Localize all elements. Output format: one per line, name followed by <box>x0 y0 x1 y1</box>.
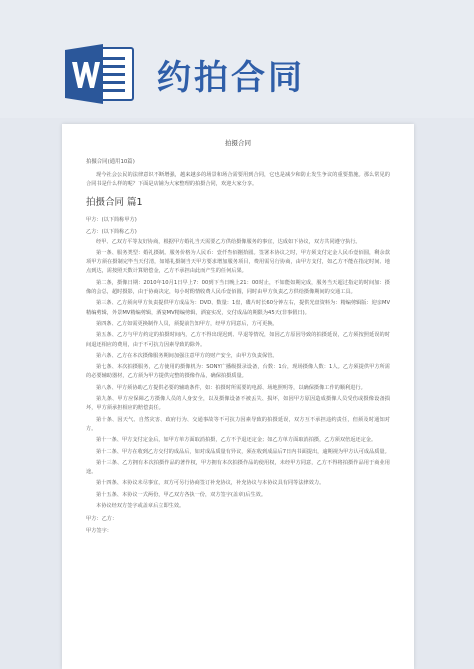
clause-paragraph: 第八条、甲方须协助乙方提供必要的辅助条件，如：拍摄时所需要的电源、场地照明等，以确保摄像工作的顺利进行。 <box>96 384 366 391</box>
signature-line: 甲方：乙方： <box>86 516 118 523</box>
clause-paragraph: 第十条、因天气、自然灾害、政府行为、交通事故等不可抗力因素导致的拍摄延误，双方互不承担违约责任，但须及时通知对方。 <box>86 416 390 432</box>
clause-paragraph: 第十三条、乙方拥有本次拍摄作品的著作权，甲方拥有本次拍摄作品的使用权，未经甲方同意，乙方不得将拍摄作品用于商业用途。 <box>86 459 390 476</box>
party-b-line: 乙方：(以下简称乙方) <box>86 228 137 235</box>
clause-paragraph: 经甲、乙双方平等友好协商，根据甲方婚礼当天需要乙方供给摄像服务的事宜，达成如下协议，双方共同遵守执行。 <box>96 238 361 245</box>
clause-paragraph: 第十五条、本协议一式两份，甲乙双方各执一份，双方签字(盖章)后生效。 <box>96 491 267 498</box>
header-banner <box>0 0 474 118</box>
clause-paragraph: 本协议经双方签字或盖章后立即生效。 <box>96 503 185 510</box>
party-a-line: 甲方：(以下简称甲方) <box>86 216 137 223</box>
document-title: 拍摄合同 <box>225 139 251 147</box>
intro-paragraph: 现今社会公民的法律意识不断增强，越来越多的场景和场合需要用到合同，它也是减少和防止发生争议的重要措施。那么常见的合同书是什么样的呢？下面是店铺为大家整理的拍摄合同，欢迎大家分享。 <box>86 172 390 188</box>
clause-paragraph: 第五条、乙方与甲方约定的拍摄时间内，乙方不得出现迟到、早退等情况，如因乙方原因导致的拍摄延误，乙方须按照延误的时间退还相应的费用，由于不可抗力因素导致的除外。 <box>86 332 390 348</box>
clause-paragraph: 第三条、乙方须向甲方负责提供甲方成品为：DVD、数量：1盘，碟片时长60分钟左右，提供光盘资料为：精编剪辑版：迎亲MV精编剪辑，外景MV精编剪辑，酒宴MV精编剪辑，酒宴实况，交付成品的期限为45天(非事假日)。 <box>86 300 390 316</box>
clause-paragraph: 第四条、乙方如需更换制作人员，须提前告知甲方，经甲方同意后，方可更换。 <box>96 320 278 327</box>
document-subtitle: 拍摄合同(通用10篇) <box>86 159 135 165</box>
signature-line: 甲方签字： <box>86 528 112 535</box>
page-title: 约拍合同 <box>157 58 305 98</box>
clause-paragraph: 第二条，摄像日期：2010年10月1日早上7：00到下当日晚上21：00时止，不如能如期完成，服务当天超过指定的时间加：摄像的会总，超时摄影，由于协商决定，每小时酌情收费人民币壹佰圆，同时由甲方负责乙方供给摄像期间的交通工具。 <box>86 279 390 296</box>
clause-paragraph: 第六条、乙方在本次摄像服务期间加强注意甲方的财产安全，由甲方负责保管。 <box>96 352 278 359</box>
word-document-icon <box>63 42 137 106</box>
clause-paragraph: 第十一条、甲方支付定金后，如甲方单方面取消拍摄，乙方不予退还定金；如乙方单方面取消拍摄，乙方须双倍返还定金。 <box>96 437 377 444</box>
clause-paragraph: 第十二条、甲方在收到乙方交付的成品后，如对成品质量有异议，须在收到成品后7日内书面提出，逾期视为甲方认可成品质量。 <box>96 448 390 455</box>
section-heading: 拍摄合同 篇1 <box>86 196 143 208</box>
clause-paragraph: 第七条、本次拍摄服务，乙方使用的摄像机为：SONY广播级摄录设备，台数：1台，现场摄像人数：1人。乙方须提供甲方所需的必要辅助器材，乙方须为甲方提供完整的摄像作品，确保拍摄质量。 <box>86 364 390 380</box>
document-page <box>62 124 414 669</box>
clause-paragraph: 第十四条、本协议未尽事宜，双方可另行协商签订补充协议，补充协议与本协议具有同等法律效力。 <box>96 480 325 487</box>
clause-paragraph: 第九条、甲方应保障乙方摄像人员的人身安全，以及摄像设备不被丢失、损坏，如因甲方原因造成摄像人员受伤或摄像设备损坏，甲方须承担相应的赔偿责任。 <box>86 396 390 412</box>
clause-paragraph: 第一条、服务类型：婚礼摄制。服务价格为人民币：壹仟叁佰捌拾圆。签署本协议之时，甲方须支付定金人民币壹佰圆，剩余款项甲方须在摄制完毕当天付清，如婚礼摄制当天甲方要求增加服务项目，费用需另行协商，由甲方支付，如乙方不能在指定时间、地点到达，需按照天数计算赔偿金，乙方不承担由此而产生的任何后果。 <box>86 249 390 275</box>
